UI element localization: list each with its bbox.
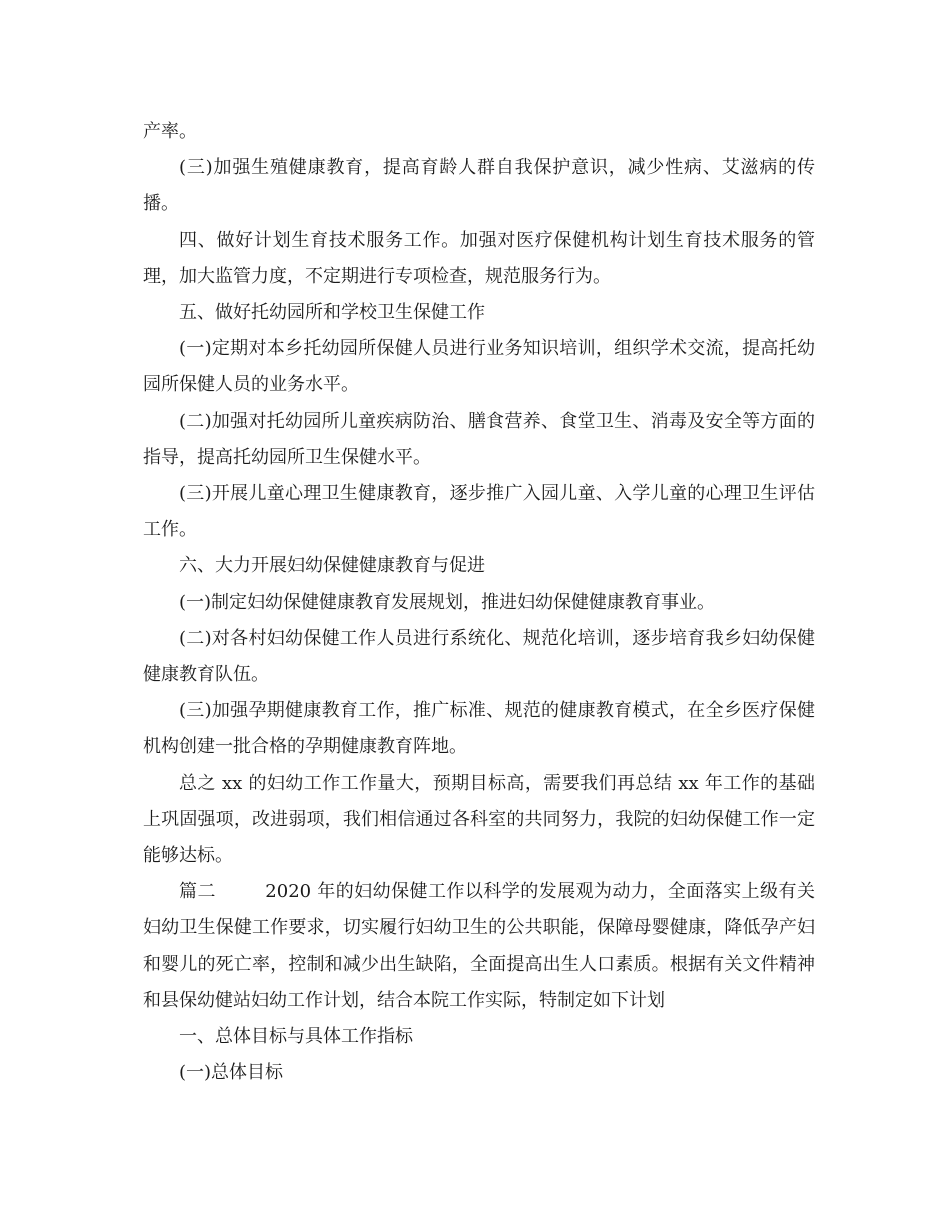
paragraph-continuation: 产率。 [143,121,197,142]
section-heading-4: 四、做好计划生育技术服务工作。加强对医疗保健机构计划生育技术服务的管理，加大监管力度，不定期进行专项检查，规范服务行为。 [143,229,815,287]
section-heading-1: 一、总体目标与具体工作指标 [179,1026,413,1048]
summary-paragraph: 总之 xx 的妇幼工作工作量大，预期目标高，需要我们再总结 xx 年工作的基础上巩固强项，改进弱项，我们相信通过各科室的共同努力，我院的妇幼保健工作一定能够达标。 [143,772,815,867]
paragraph-item: (一)制定妇幼保健健康教育发展规划，推进妇幼保健健康教育事业。 [179,591,716,613]
paragraph-item: (一)定期对本乡托幼园所保健人员进行业务知识培训，组织学术交流，提高托幼园所保健人员的业务水平。 [143,338,815,396]
paragraph-item: (三)开展儿童心理卫生健康教育，逐步推广入园儿童、入学儿童的心理卫生评估工作。 [143,483,815,541]
paragraph-item: (三)加强孕期健康教育工作，推广标准、规范的健康教育模式，在全乡医疗保健机构创建一批合格的孕期健康教育阵地。 [143,700,815,758]
part-two-intro-paragraph: 篇二 2020 年的妇幼保健工作以科学的发展观为动力，全面落实上级有关妇幼卫生保健工作要求，切实履行妇幼卫生的公共职能，保障母婴健康，降低孕产妇和婴儿的死亡率，控制和减少出生缺陷，全面提高出生人口素质。根据有关文件精神和县保幼健站妇幼工作计划，结合本院工作实际，特制定如下计划 [143,881,815,1011]
paragraph-item: (二)对各村妇幼保健工作人员进行系统化、规范化培训，逐步培育我乡妇幼保健健康教育队伍。 [143,627,815,686]
section-heading-6: 六、大力开展妇幼保健健康教育与促进 [179,555,485,577]
paragraph-item: (二)加强对托幼园所儿童疾病防治、膳食营养、食堂卫生、消毒及安全等方面的指导，提高托幼园所卫生保健水平。 [143,410,815,468]
section-heading-5: 五、做好托幼园所和学校卫生保健工作 [179,302,485,324]
subsection-heading: (一)总体目标 [179,1062,284,1084]
document-body [143,114,815,1091]
paragraph-item: (三)加强生殖健康教育，提高育龄人群自我保护意识，减少性病、艾滋病的传播。 [143,157,815,215]
